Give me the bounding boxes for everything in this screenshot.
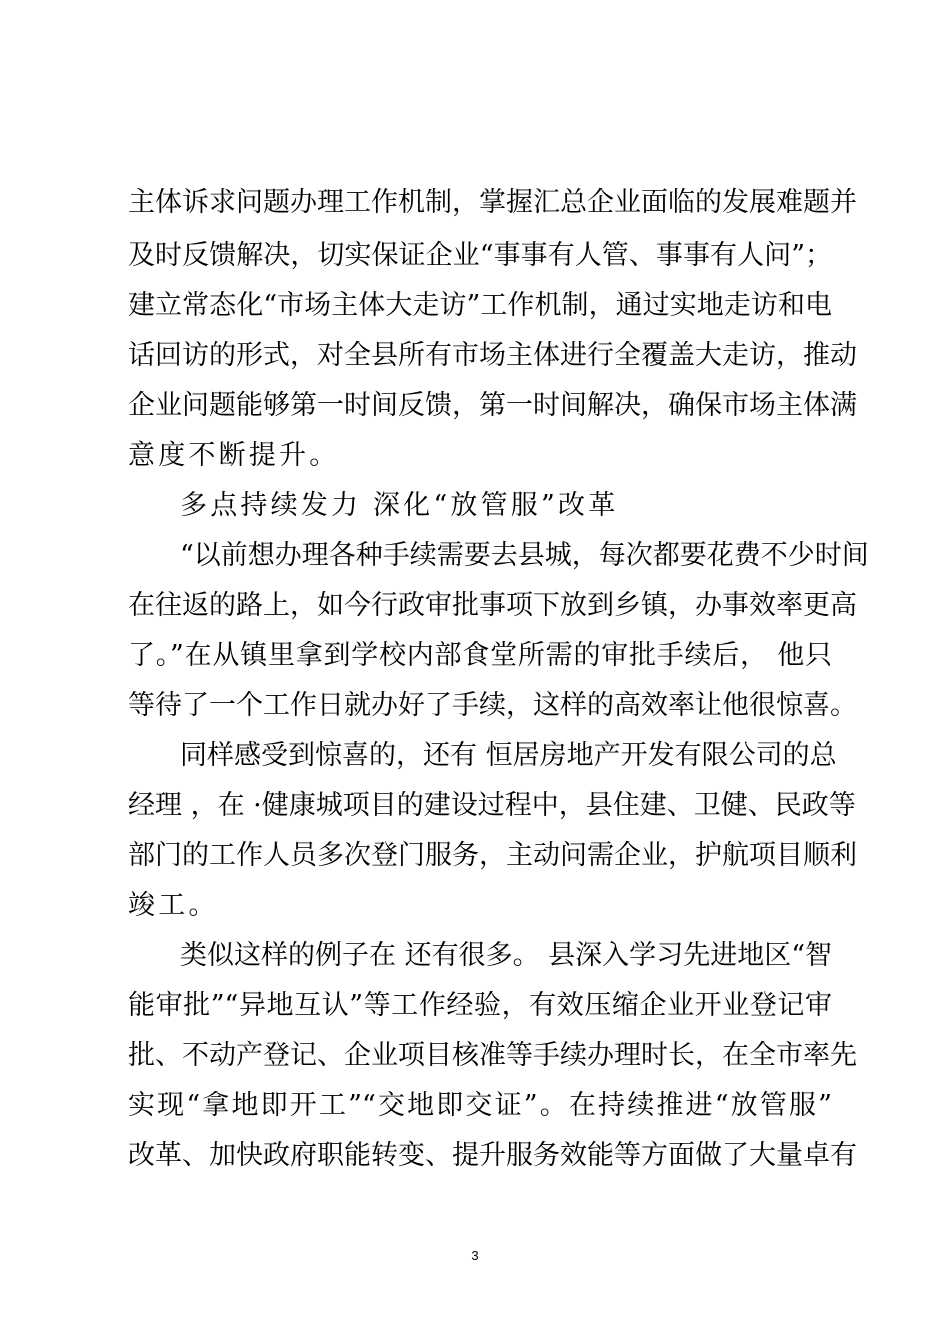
- paragraph-1-line-3: 建立常态化“市场主体大走访”工作机制，通过实地走访和电: [128, 290, 832, 321]
- paragraph-5-line-2: 能审批”“异地互认”等工作经验，有效压缩企业开业登记审: [128, 990, 832, 1021]
- paragraph-3-line-2: 在往返的路上，如今行政审批事项下放到乡镇，办事效率更高: [128, 590, 857, 621]
- paragraph-1-line-2: 及时反馈解决，切实保证企业“事事有人管、事事有人问”；: [128, 240, 832, 271]
- paragraph-1-line-1: 主体诉求问题办理工作机制，掌握汇总企业面临的发展难题并: [128, 187, 857, 218]
- paragraph-5-line-5: 改革、加快政府职能转变、提升服务效能等方面做了大量卓有: [128, 1140, 857, 1171]
- paragraph-4-line-4: 竣工。: [128, 890, 219, 921]
- paragraph-5-line-1: 类似这样的例子在 还有很多。 县深入学习先进地区“智: [180, 940, 832, 971]
- paragraph-4-line-2: 经理 ，在 ·健康城项目的建设过程中，县住建、卫健、民政等: [128, 790, 856, 821]
- paragraph-3-line-3: 了。”在从镇里拿到学校内部食堂所需的审批手续后， 他只: [128, 640, 832, 671]
- page-number: 3: [471, 1248, 479, 1263]
- paragraph-4-line-3: 部门的工作人员多次登门服务，主动问需企业，护航项目顺利: [128, 840, 857, 871]
- paragraph-3-line-1: “以前想办理各种手续需要去县城，每次都要花费不少时间: [180, 540, 869, 571]
- paragraph-3-line-4: 等待了一个工作日就办好了手续，这样的高效率让他很惊喜。: [128, 690, 857, 721]
- paragraph-5-line-4: 实现“拿地即开工”“交地即交证”。在持续推进“放管服”: [128, 1090, 832, 1121]
- paragraph-1-line-6: 意度不断提升。: [128, 440, 340, 471]
- paragraph-1-line-5: 企业问题能够第一时间反馈，第一时间解决，确保市场主体满: [128, 390, 857, 421]
- paragraph-5-line-3: 批、不动产登记、企业项目核准等手续办理时长，在全市率先: [128, 1040, 857, 1071]
- paragraph-4-line-1: 同样感受到惊喜的，还有 恒居房地产开发有限公司的总: [180, 740, 837, 771]
- section-heading: 多点持续发力 深化“放管服”改革: [180, 490, 619, 521]
- paragraph-1-line-4: 话回访的形式，对全县所有市场主体进行全覆盖大走访，推动: [128, 340, 857, 371]
